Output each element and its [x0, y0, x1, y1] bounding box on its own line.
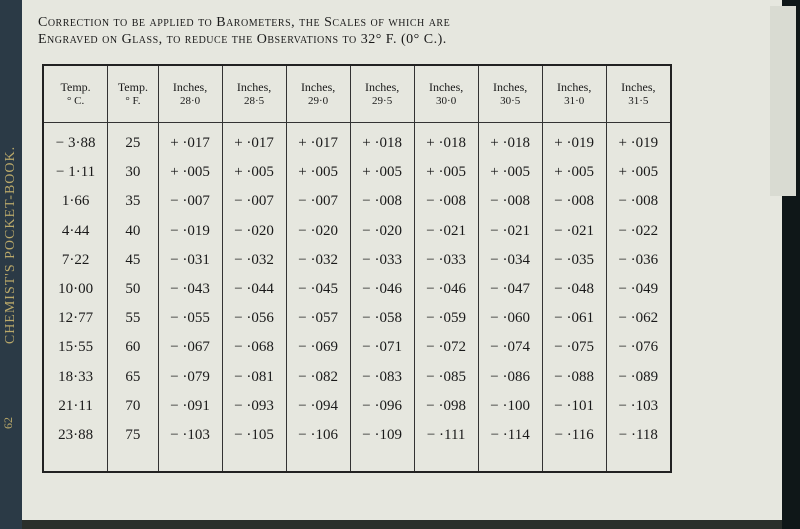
column-header: Inches, 28·5 [222, 65, 286, 123]
temp-f-cell: 70 [108, 392, 158, 421]
correction-cell: − ·074 [478, 333, 542, 362]
correction-cell: − ·105 [222, 421, 286, 472]
temp-f-cell: 25 [108, 123, 158, 159]
correction-cell: − ·106 [286, 421, 350, 472]
correction-cell: − ·008 [542, 187, 606, 216]
correction-cell: − ·032 [286, 246, 350, 275]
correction-cell: + ·017 [286, 123, 350, 159]
table-row [43, 275, 671, 304]
correction-cell: − ·061 [542, 304, 606, 333]
heading-line-1: Correction to be applied to Barometers, the Scales of which are [38, 15, 451, 30]
table-row [43, 304, 671, 333]
table-row [43, 333, 671, 362]
correction-cell: + ·005 [158, 158, 222, 187]
table-row [43, 217, 671, 246]
correction-cell: − ·019 [158, 217, 222, 246]
column-header: Inches, 28·0 [158, 65, 222, 123]
correction-cell: − ·008 [606, 187, 671, 216]
correction-cell: − ·093 [222, 392, 286, 421]
column-header: Temp. ° C. [43, 65, 108, 123]
correction-cell: − ·059 [414, 304, 478, 333]
temp-f-cell: 30 [108, 158, 158, 187]
correction-cell: − ·103 [158, 421, 222, 472]
correction-cell: − ·057 [286, 304, 350, 333]
temp-f-cell: 50 [108, 275, 158, 304]
temp-f-cell: 75 [108, 421, 158, 472]
correction-cell: − ·021 [478, 217, 542, 246]
table-row [43, 363, 671, 392]
table-row [43, 421, 671, 472]
correction-cell: − ·046 [350, 275, 414, 304]
table-row [43, 246, 671, 275]
correction-cell: − ·056 [222, 304, 286, 333]
correction-cell: + ·017 [222, 123, 286, 159]
correction-cell: − ·111 [414, 421, 478, 472]
correction-cell: − ·082 [286, 363, 350, 392]
correction-cell: + ·005 [350, 158, 414, 187]
correction-cell: + ·019 [606, 123, 671, 159]
correction-cell: − ·116 [542, 421, 606, 472]
correction-cell: − ·047 [478, 275, 542, 304]
correction-cell: − ·008 [478, 187, 542, 216]
correction-cell: − ·096 [350, 392, 414, 421]
correction-cell: − ·033 [414, 246, 478, 275]
correction-cell: + ·018 [478, 123, 542, 159]
page-shadow [22, 520, 782, 529]
page-number: 62 [1, 417, 15, 429]
temp-c-cell: − 1·11 [56, 164, 96, 181]
temp-c-cell: 10·00 [58, 281, 94, 298]
book-spine [0, 0, 22, 529]
correction-cell: − ·076 [606, 333, 671, 362]
correction-cell: − ·109 [350, 421, 414, 472]
correction-cell: − ·060 [478, 304, 542, 333]
correction-cell: − ·075 [542, 333, 606, 362]
correction-cell: + ·005 [542, 158, 606, 187]
correction-cell: − ·086 [478, 363, 542, 392]
correction-cell: − ·100 [478, 392, 542, 421]
correction-cell: − ·008 [350, 187, 414, 216]
correction-cell: − ·068 [222, 333, 286, 362]
correction-cell: − ·071 [350, 333, 414, 362]
temp-c-cell: 15·55 [58, 339, 94, 356]
correction-cell: − ·008 [414, 187, 478, 216]
correction-cell: − ·058 [350, 304, 414, 333]
correction-cell: − ·091 [158, 392, 222, 421]
correction-cell: − ·069 [286, 333, 350, 362]
correction-cell: − ·048 [542, 275, 606, 304]
correction-cell: − ·007 [158, 187, 222, 216]
temp-f-cell: 45 [108, 246, 158, 275]
table-body [43, 123, 671, 472]
correction-cell: + ·005 [478, 158, 542, 187]
correction-cell: − ·020 [286, 217, 350, 246]
correction-cell: − ·094 [286, 392, 350, 421]
temp-c-cell: 12·77 [58, 310, 94, 327]
correction-cell: − ·046 [414, 275, 478, 304]
correction-cell: − ·081 [222, 363, 286, 392]
correction-cell: + ·005 [606, 158, 671, 187]
correction-cell: − ·007 [222, 187, 286, 216]
correction-cell: − ·055 [158, 304, 222, 333]
column-header: Temp. ° F. [108, 65, 158, 123]
temp-c-cell: 23·88 [58, 426, 94, 443]
temp-f-cell: 55 [108, 304, 158, 333]
temp-c-cell: 4·44 [61, 222, 90, 239]
heading-line-2: Engraved on Glass, to reduce the Observations to 32° F. (0° C.). [38, 32, 447, 47]
correction-cell: − ·032 [222, 246, 286, 275]
correction-cell: − ·049 [606, 275, 671, 304]
temp-c-cell: 21·11 [58, 397, 93, 414]
correction-cell: − ·021 [414, 217, 478, 246]
correction-cell: − ·033 [350, 246, 414, 275]
next-page-edge [770, 6, 796, 196]
correction-cell: − ·062 [606, 304, 671, 333]
correction-cell: − ·031 [158, 246, 222, 275]
correction-table [42, 64, 672, 473]
correction-cell: − ·021 [542, 217, 606, 246]
correction-cell: − ·020 [222, 217, 286, 246]
correction-cell: − ·067 [158, 333, 222, 362]
correction-cell: − ·088 [542, 363, 606, 392]
correction-cell: − ·089 [606, 363, 671, 392]
header-row [43, 65, 671, 123]
correction-cell: + ·005 [222, 158, 286, 187]
correction-cell: − ·101 [542, 392, 606, 421]
temp-f-cell: 40 [108, 217, 158, 246]
correction-cell: − ·022 [606, 217, 671, 246]
correction-cell: + ·017 [158, 123, 222, 159]
table-row [43, 187, 671, 216]
column-header: Inches, 29·0 [286, 65, 350, 123]
temp-f-cell: 65 [108, 363, 158, 392]
correction-cell: − ·114 [478, 421, 542, 472]
correction-cell: − ·085 [414, 363, 478, 392]
table-row [43, 158, 671, 187]
column-header: Inches, 31·0 [542, 65, 606, 123]
table-row [43, 123, 671, 159]
correction-cell: − ·043 [158, 275, 222, 304]
temp-c-cell: 7·22 [61, 251, 90, 268]
correction-cell: + ·018 [350, 123, 414, 159]
correction-cell: − ·045 [286, 275, 350, 304]
column-header: Inches, 31·5 [606, 65, 671, 123]
column-header: Inches, 30·5 [478, 65, 542, 123]
table-row [43, 392, 671, 421]
correction-cell: − ·118 [606, 421, 671, 472]
correction-cell: − ·083 [350, 363, 414, 392]
running-header: CHEMIST'S POCKET-BOOK. [3, 145, 18, 345]
correction-cell: − ·044 [222, 275, 286, 304]
correction-cell: − ·020 [350, 217, 414, 246]
correction-cell: − ·072 [414, 333, 478, 362]
correction-cell: − ·036 [606, 246, 671, 275]
correction-cell: − ·007 [286, 187, 350, 216]
correction-cell: + ·005 [286, 158, 350, 187]
correction-cell: + ·018 [414, 123, 478, 159]
correction-cell: + ·019 [542, 123, 606, 159]
correction-cell: − ·079 [158, 363, 222, 392]
temp-c-cell: − 3·88 [55, 135, 96, 152]
column-header: Inches, 29·5 [350, 65, 414, 123]
correction-cell: − ·098 [414, 392, 478, 421]
temp-c-cell: 18·33 [58, 368, 94, 385]
correction-cell: − ·034 [478, 246, 542, 275]
temp-f-cell: 60 [108, 333, 158, 362]
temp-f-cell: 35 [108, 187, 158, 216]
table-heading [38, 14, 768, 48]
correction-cell: − ·103 [606, 392, 671, 421]
temp-c-cell: 1·66 [61, 193, 90, 210]
correction-cell: − ·035 [542, 246, 606, 275]
column-header: Inches, 30·0 [414, 65, 478, 123]
correction-cell: + ·005 [414, 158, 478, 187]
